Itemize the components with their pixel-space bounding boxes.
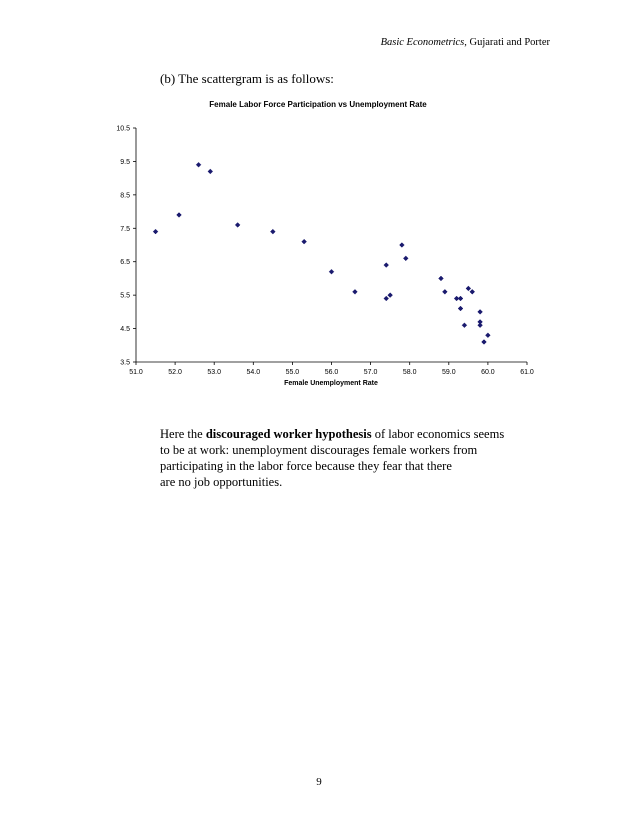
data-point bbox=[478, 309, 483, 314]
y-tick-label: 4.5 bbox=[120, 326, 130, 334]
x-tick-label: 59.0 bbox=[441, 369, 456, 376]
chart-title: Female Labor Force Participation vs Unemployment Rate bbox=[209, 100, 427, 109]
y-tick-label: 7.5 bbox=[120, 225, 130, 233]
book-title: Basic Econometrics bbox=[380, 37, 465, 48]
data-point bbox=[486, 333, 491, 338]
data-point bbox=[196, 162, 201, 167]
data-point bbox=[439, 276, 444, 281]
y-tick-label: 9.5 bbox=[120, 158, 130, 166]
data-point bbox=[403, 256, 408, 261]
data-point bbox=[466, 286, 471, 291]
data-point bbox=[384, 296, 389, 301]
y-tick-label: 3.5 bbox=[120, 359, 130, 367]
y-tick-label: 8.5 bbox=[120, 192, 130, 200]
paragraph-line-1 bbox=[160, 426, 540, 442]
data-point bbox=[482, 340, 487, 345]
y-tick-label: 6.5 bbox=[120, 259, 130, 267]
x-tick-label: 56.0 bbox=[324, 369, 339, 376]
paragraph-line-3: participating in the labor force because they fear that there bbox=[160, 459, 452, 473]
intro-text: (b) The scattergram is as follows: bbox=[160, 71, 334, 86]
data-point bbox=[353, 289, 358, 294]
data-point bbox=[442, 289, 447, 294]
x-tick-label: 60.0 bbox=[481, 369, 495, 376]
data-point bbox=[399, 243, 404, 248]
x-tick-label: 51.0 bbox=[129, 369, 143, 376]
scatter-chart bbox=[0, 90, 638, 390]
x-tick-label: 57.0 bbox=[363, 369, 378, 376]
data-point bbox=[470, 289, 475, 294]
data-points bbox=[153, 162, 490, 344]
paragraph-line-4: are no job opportunities. bbox=[160, 475, 283, 489]
x-tick-label: 53.0 bbox=[207, 369, 222, 376]
data-point bbox=[388, 293, 393, 298]
scatter-chart-svg bbox=[0, 90, 638, 390]
data-point bbox=[177, 213, 182, 218]
book-authors: , Gujarati and Porter bbox=[464, 37, 550, 48]
y-axis bbox=[116, 126, 136, 367]
data-point bbox=[458, 306, 463, 311]
x-tick-label: 54.0 bbox=[246, 369, 261, 376]
data-point bbox=[270, 229, 275, 234]
paragraph-line-2: to be at work: unemployment discourages female workers from bbox=[160, 443, 478, 457]
x-tick-label: 52.0 bbox=[168, 369, 182, 376]
paragraph-text: Here the bbox=[160, 427, 206, 441]
x-axis-title: Female Unemployment Rate bbox=[284, 380, 378, 387]
data-point bbox=[384, 263, 389, 268]
data-point bbox=[208, 169, 213, 174]
data-point bbox=[458, 296, 463, 301]
data-point bbox=[153, 229, 158, 234]
x-tick-label: 55.0 bbox=[285, 369, 300, 376]
paragraph-text: of labor economics seems bbox=[371, 427, 505, 441]
data-point bbox=[478, 323, 483, 328]
data-point bbox=[462, 323, 467, 328]
page-number: 9 bbox=[316, 776, 322, 788]
data-point bbox=[329, 269, 334, 274]
x-axis bbox=[129, 362, 534, 376]
data-point bbox=[235, 223, 240, 228]
running-header bbox=[381, 37, 550, 48]
x-tick-label: 61.0 bbox=[520, 369, 534, 376]
data-point bbox=[302, 239, 307, 244]
y-tick-label: 10.5 bbox=[116, 125, 130, 133]
y-tick-label: 5.5 bbox=[120, 292, 130, 300]
key-term: discouraged worker hypothesis bbox=[205, 427, 372, 441]
x-tick-label: 58.0 bbox=[402, 369, 417, 376]
discussion-paragraph bbox=[160, 426, 540, 490]
